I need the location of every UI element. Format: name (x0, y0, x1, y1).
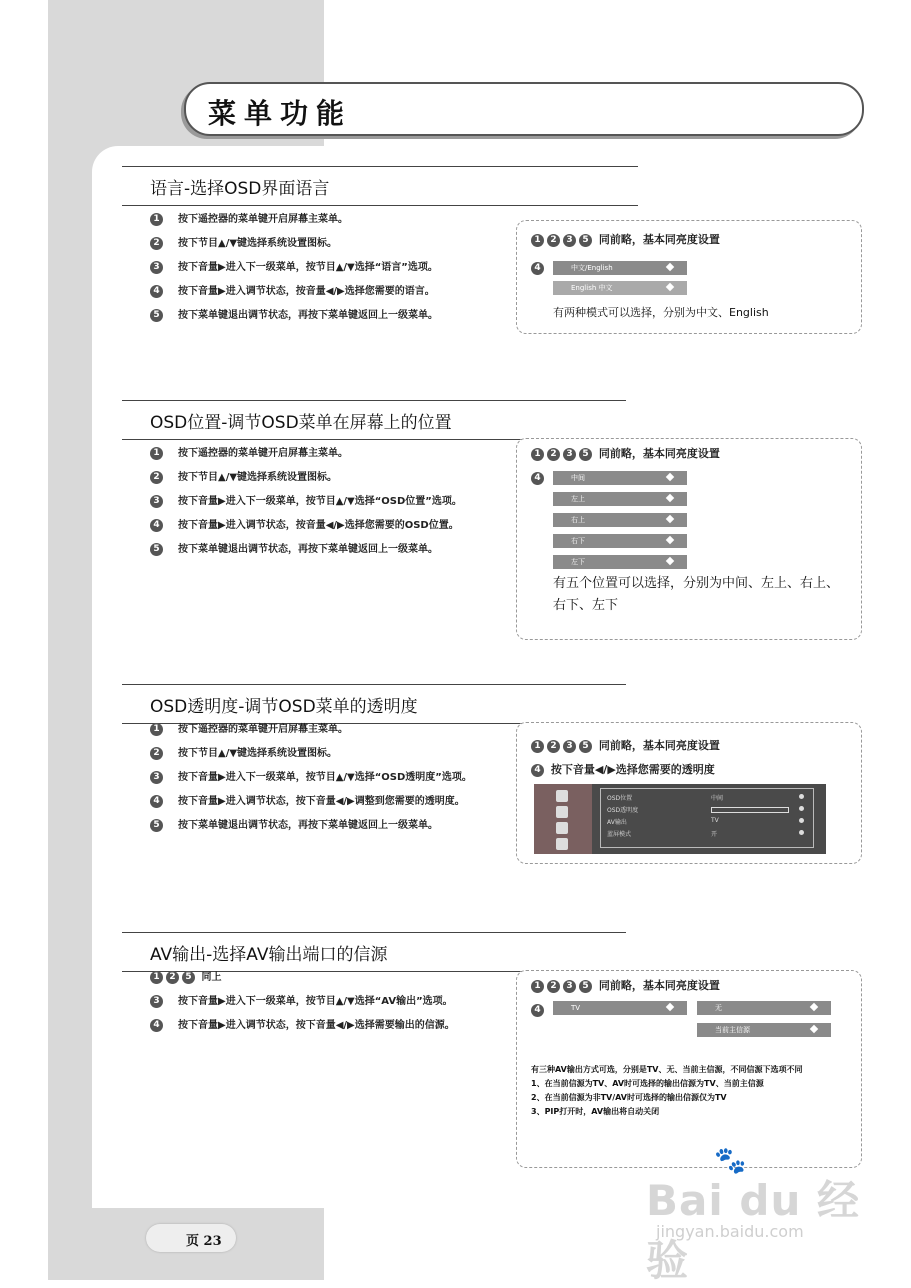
step-text: 按下音量▶进入调节状态，按音量◀/▶选择您需要的语言。 (178, 286, 435, 297)
option-label: 右下 (571, 537, 585, 545)
diamond-icon (799, 794, 804, 799)
note-line: 1、在当前信源为TV、AV时可选择的输出信源为TV、当前主信源 (531, 1079, 764, 1088)
step-item (150, 282, 510, 302)
note-line: 有三种AV输出方式可选，分别是TV、无、当前主信源，不同信源下选项不同 (531, 1065, 803, 1074)
step-text: 按下节目▲/▼键选择系统设置图标。 (178, 238, 338, 249)
box-header (531, 977, 720, 993)
section-title: OSD透明度-调节OSD菜单的透明度 (150, 697, 418, 717)
steps-osd-position (150, 444, 510, 564)
step-number: 5 (579, 740, 592, 753)
diamond-icon (666, 283, 674, 291)
step-intro (150, 968, 510, 988)
tv-menu-screenshot (534, 784, 826, 854)
menu-value: 开 (711, 831, 718, 838)
option-label: 右上 (571, 516, 585, 524)
option-bar (697, 1023, 831, 1037)
step-item (150, 540, 510, 560)
page-title: 菜单功能 (208, 97, 353, 130)
step-number: 3 (563, 980, 576, 993)
diamond-icon (799, 830, 804, 835)
steps-language (150, 210, 510, 330)
step-number: 3 (150, 995, 163, 1008)
step-item (150, 816, 510, 836)
diamond-icon (666, 536, 674, 544)
box-row-4 (531, 261, 547, 275)
step-number: 5 (150, 543, 163, 556)
step-text: 按下音量▶进入调节状态，按下音量◀/▶选择需要输出的信源。 (178, 1020, 455, 1031)
box-row-text: 按下音量◀/▶选择您需要的透明度 (550, 763, 715, 776)
option-label: 左下 (571, 558, 585, 566)
diamond-icon (666, 494, 674, 502)
menu-label: AV输出 (607, 819, 627, 826)
box-header (531, 737, 720, 753)
step-text: 同上 (201, 972, 222, 983)
step-number: 1 (531, 980, 544, 993)
diamond-icon (810, 1025, 818, 1033)
box-header (531, 445, 720, 461)
step-item (150, 210, 510, 230)
step-item (150, 744, 510, 764)
step-text: 按下遥控器的菜单键开启屏幕主菜单。 (178, 724, 348, 735)
box-note: 有两种模式可以选择，分别为中文、English (553, 306, 769, 319)
baidu-watermark (646, 1138, 876, 1285)
page-number-tab (146, 1224, 236, 1252)
watermark-logo: Bai du 经验 (646, 1176, 860, 1285)
step-item (150, 234, 510, 254)
search-icon (556, 838, 568, 850)
page-number: 页 23 (186, 1234, 222, 1249)
step-number: 2 (150, 471, 163, 484)
box-header-text: 同前略，基本同亮度设置 (598, 979, 720, 992)
step-text: 按下音量▶进入下一级菜单，按节目▲/▼选择“OSD位置”选项。 (178, 496, 462, 507)
step-number: 1 (150, 723, 163, 736)
note-line: 3、PIP打开时，AV输出将自动关闭 (531, 1107, 660, 1116)
section-title: AV输出-选择AV输出端口的信源 (150, 945, 388, 965)
step-number: 4 (531, 1004, 544, 1017)
option-bar (553, 281, 687, 295)
page-title-box (184, 82, 864, 136)
option-bar (553, 513, 687, 527)
step-number: 2 (547, 740, 560, 753)
step-number: 1 (150, 447, 163, 460)
step-number: 4 (531, 472, 544, 485)
step-number: 4 (531, 764, 544, 777)
step-text: 按下遥控器的菜单键开启屏幕主菜单。 (178, 448, 348, 459)
box-row-4 (531, 471, 547, 485)
diamond-icon (799, 818, 804, 823)
step-text: 按下音量▶进入调节状态，按音量◀/▶选择您需要的OSD位置。 (178, 520, 459, 531)
section-heading-osd-transparency (122, 684, 626, 724)
option-bar (553, 534, 687, 548)
option-label: English 中文 (571, 284, 613, 292)
step-text: 按下音量▶进入下一级菜单，按节目▲/▼选择“语言”选项。 (178, 262, 438, 273)
option-label: 左上 (571, 495, 585, 503)
step-number: 1 (150, 971, 163, 984)
step-item (150, 306, 510, 326)
step-number: 3 (563, 740, 576, 753)
step-text: 按下音量▶进入调节状态，按下音量◀/▶调整到您需要的透明度。 (178, 796, 465, 807)
menu-value: 中间 (711, 795, 724, 802)
step-item (150, 444, 510, 464)
transparency-slider (711, 807, 789, 813)
menu-label: OSD位置 (607, 795, 633, 802)
box-row-4 (531, 761, 715, 777)
option-label: 无 (715, 1004, 722, 1012)
step-number: 4 (150, 795, 163, 808)
box-header-text: 同前略，基本同亮度设置 (598, 233, 720, 246)
gear-icon (556, 806, 568, 818)
step-item (150, 1016, 510, 1036)
step-number: 5 (579, 448, 592, 461)
step-number: 4 (531, 262, 544, 275)
note-line: 2、在当前信源为非TV/AV时可选择的输出信源仅为TV (531, 1093, 727, 1102)
step-item (150, 516, 510, 536)
option-label: 当前主信源 (715, 1026, 750, 1034)
option-bar (553, 492, 687, 506)
option-label: 中文/English (571, 264, 613, 272)
step-number: 2 (547, 980, 560, 993)
steps-av-output (150, 968, 510, 1040)
option-bar (553, 471, 687, 485)
step-number: 3 (563, 234, 576, 247)
option-bar (553, 1001, 687, 1015)
wrench-icon (556, 790, 568, 802)
step-text: 按下音量▶进入下一级菜单，按节目▲/▼选择“OSD透明度”选项。 (178, 772, 472, 783)
step-number: 4 (150, 285, 163, 298)
section-title: 语言-选择OSD界面语言 (150, 179, 330, 199)
step-number: 1 (531, 448, 544, 461)
step-number: 5 (579, 980, 592, 993)
step-text: 按下节目▲/▼键选择系统设置图标。 (178, 748, 338, 759)
section-heading-osd-position (122, 400, 626, 440)
steps-osd-transparency (150, 720, 510, 840)
diamond-icon (666, 1003, 674, 1011)
step-item (150, 492, 510, 512)
box-header (531, 231, 720, 247)
menu-panel (600, 788, 814, 848)
step-number: 2 (547, 448, 560, 461)
menu-label: 蓝屏模式 (607, 831, 632, 838)
info-box-language (516, 220, 862, 334)
step-item (150, 992, 510, 1012)
step-text: 按下菜单键退出调节状态，再按下菜单键返回上一级菜单。 (178, 544, 438, 555)
step-text: 按下菜单键退出调节状态，再按下菜单键返回上一级菜单。 (178, 310, 438, 321)
menu-value: TV (711, 817, 719, 824)
menu-label: OSD透明度 (607, 807, 639, 814)
step-item (150, 258, 510, 278)
paw-icon: 🐾 (714, 1146, 747, 1176)
step-number: 1 (531, 234, 544, 247)
step-number: 5 (182, 971, 195, 984)
step-number: 2 (150, 747, 163, 760)
option-bar (697, 1001, 831, 1015)
av-output-notes (531, 1063, 847, 1119)
info-box-osd-position (516, 438, 862, 640)
step-number: 2 (166, 971, 179, 984)
step-number: 1 (531, 740, 544, 753)
step-number: 1 (150, 213, 163, 226)
box-note: 有五个位置可以选择，分别为中间、左上、右上、右下、左下 (553, 576, 840, 613)
clock-icon (556, 822, 568, 834)
step-number: 5 (579, 234, 592, 247)
step-number: 3 (150, 771, 163, 784)
step-number: 2 (547, 234, 560, 247)
section-heading-av-output (122, 932, 626, 972)
box-header-text: 同前略，基本同亮度设置 (598, 447, 720, 460)
menu-icon-column (534, 784, 592, 854)
option-label: 中间 (571, 474, 585, 482)
option-bar (553, 555, 687, 569)
step-text: 按下遥控器的菜单键开启屏幕主菜单。 (178, 214, 348, 225)
diamond-icon (666, 515, 674, 523)
step-item (150, 792, 510, 812)
step-item (150, 768, 510, 788)
step-number: 3 (563, 448, 576, 461)
section-title: OSD位置-调节OSD菜单在屏幕上的位置 (150, 413, 452, 433)
step-number: 5 (150, 819, 163, 832)
diamond-icon (666, 263, 674, 271)
step-number: 2 (150, 237, 163, 250)
box-header-text: 同前略，基本同亮度设置 (598, 739, 720, 752)
diamond-icon (810, 1003, 818, 1011)
section-heading-language (122, 166, 638, 206)
step-item (150, 720, 510, 740)
step-number: 5 (150, 309, 163, 322)
box-row-4 (531, 1003, 547, 1017)
step-item (150, 468, 510, 488)
step-number: 4 (150, 1019, 163, 1032)
step-number: 4 (150, 519, 163, 532)
step-number: 3 (150, 495, 163, 508)
option-label: TV (571, 1004, 581, 1012)
diamond-icon (666, 557, 674, 565)
step-text: 按下节目▲/▼键选择系统设置图标。 (178, 472, 338, 483)
diamond-icon (799, 806, 804, 811)
option-bar (553, 261, 687, 275)
step-number: 3 (150, 261, 163, 274)
watermark-url: jingyan.baidu.com (656, 1222, 804, 1241)
step-text: 按下音量▶进入下一级菜单，按节目▲/▼选择“AV输出”选项。 (178, 996, 453, 1007)
diamond-icon (666, 473, 674, 481)
step-text: 按下菜单键退出调节状态，再按下菜单键返回上一级菜单。 (178, 820, 438, 831)
